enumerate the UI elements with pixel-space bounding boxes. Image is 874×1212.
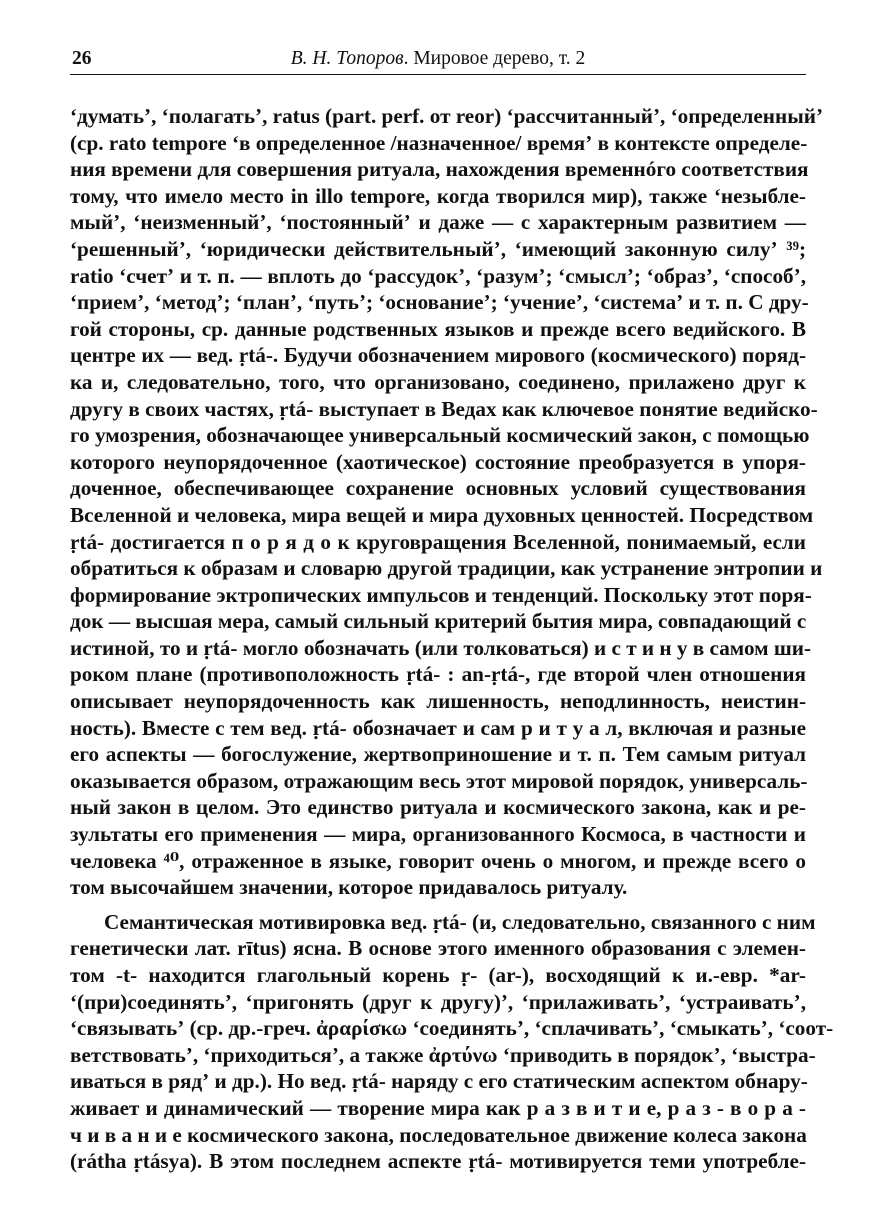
page-number: 26 [72, 48, 92, 69]
text-line: истиной, то и ṛtá- могло обозначать (или толковаться) и с т и н у в самом ши- [70, 635, 812, 660]
main-text [70, 103, 834, 1175]
text-line: мыйʼ, ʻнеизменныйʼ, ʻпостоянныйʼ и даже — с характерным развитием — [70, 210, 806, 235]
text-line: доченное, обеспечивающее сохранение основных условий существования [70, 476, 806, 501]
text-line: которого неупорядоченное (хаотическое) состояние преобразуется в упоря- [70, 449, 806, 474]
text-line: другу в своих частях, ṛtá- выступает в Ведах как ключевое понятие ведийско- [70, 396, 818, 421]
text-line: ч и в а н и е космического закона, последовательное движение колеса закона [70, 1122, 807, 1147]
text-line: ность). Вместе с тем вед. ṛtá- обозначает и сам р и т у а л, включая и разные [70, 715, 806, 740]
text-line: Вселенной и человека, мира вещей и мира духовных ценностей. Посредством [70, 502, 814, 527]
text-line: его аспекты — богослужение, жертвоприношение и т. п. Тем самым ритуал [70, 742, 806, 767]
text-line: ratio ʻсчетʼ и т. п. — вплоть до ʻрассудокʼ, ʻразумʼ; ʻсмыслʼ; ʻобразʼ, ʻспособʼ, [70, 263, 806, 288]
text-line: ʻсвязыватьʼ (ср. др.-греч. ἀραρίσκω ʻсоединятьʼ, ʻсплачиватьʼ, ʻсмыкатьʼ, ʻсоот- [70, 1016, 834, 1041]
text-line: (ср. rato tempore ʻв определенное /назначенное/ времяʼ в контексте определе- [70, 130, 808, 155]
book-page [70, 44, 834, 1183]
text-line: го умозрения, обозначающее универсальный космический закон, с помощью [70, 423, 810, 448]
text-line: формирование эктропических импульсов и тенденций. Поскольку этот поря- [70, 582, 812, 607]
text-line: обратиться к образам и словарю другой традиции, как устранение энтропии и [70, 556, 823, 581]
text-line: живает и динамический — творение мира как р а з в и т и е, р а з - в о р а - [70, 1095, 806, 1120]
text-line: описывает неупорядоченность как лишенность, неподлинность, неистин- [70, 689, 806, 714]
running-title-author: В. Н. Топоров [290, 48, 404, 69]
paragraph-2 [70, 909, 834, 1175]
text-line: (rátha ṛtásya). В этом последнем аспекте ṛtá- мотивируется теми употребле- [70, 1149, 806, 1174]
text-line: ный закон в целом. Это единство ритуала и космического закона, как и ре- [70, 795, 806, 820]
text-line: том -t- находится глагольный корень ṛ- (ar-), восходящий к и.-евр. *ar- [70, 963, 806, 987]
text-line: ṛtá- достигается п о р я д о к круговращения Вселенной, понимаемый, если [70, 529, 806, 554]
running-title-book: . Мировое дерево, т. 2 [403, 48, 586, 69]
text-line: гой стороны, ср. данные родственных языков и прежде всего ведийского. В [70, 316, 806, 341]
text-line: ка и, следовательно, того, что организовано, соединено, прилажено друг к [70, 369, 806, 394]
text-line: оказывается образом, отражающим весь этот мировой порядок, универсаль- [70, 768, 808, 793]
text-line: том высочайшем значении, которое придавалось ритуалу. [70, 875, 628, 900]
text-line: тому, что имело место in illo tempore, когда творился мир), также ʻнезыбле- [70, 183, 806, 208]
text-line: ветствоватьʼ, ʻприходитьсяʼ, а также ἀρτύνω ʻприводить в порядокʼ, ʻвыстра- [70, 1042, 816, 1067]
text-line: центре их — вед. ṛtá-. Будучи обозначением мирового (космического) поряд- [70, 343, 806, 368]
text-line: док — высшая мера, самый сильный критерий бытия мира, совпадающий с [70, 609, 807, 634]
text-line: ʻдуматьʼ, ʻполагатьʼ, ratus (part. perf. от reor) ʻрассчитанныйʼ, ʻопределенныйʼ [70, 104, 824, 128]
running-title [70, 44, 806, 74]
text-line: ʻрешенныйʼ, ʻюридически действительныйʼ, ʻимеющий законную силуʼ ³⁹; [70, 236, 806, 261]
text-line: зультаты его применения — мира, организованного Космоса, в частности и [70, 822, 806, 847]
paragraph-1 [70, 103, 824, 901]
text-line: ʻ(при)соединятьʼ, ʻпригонять (друг к другу)ʼ, ʻприлаживатьʼ, ʻустраиватьʼ, [70, 989, 806, 1014]
text-line: генетически лат. rītus) ясна. В основе этого именного образования с элемен- [70, 936, 806, 961]
text-line: Семантическая мотивировка вед. ṛtá- (и, следовательно, связанного с ним [104, 909, 816, 934]
running-header [70, 44, 806, 75]
text-line: роком плане (противоположность ṛtá- : an-ṛtá-, где второй член отношения [70, 662, 806, 687]
text-line: ния времени для совершения ритуала, нахождения временнóго соответствия [70, 157, 809, 182]
text-line: иваться в рядʼ и др.). Но вед. ṛtá- наряду с его статическим аспектом обнару- [70, 1069, 808, 1094]
text-line: человека ⁴⁰, отраженное в языке, говорит очень о многом, и прежде всего о [70, 848, 806, 873]
text-line: ʻприемʼ, ʻметодʼ; ʻпланʼ, ʻпутьʼ; ʻоснованиеʼ; ʻучениеʼ, ʻсистемаʼ и т. п. С дру- [70, 290, 809, 315]
